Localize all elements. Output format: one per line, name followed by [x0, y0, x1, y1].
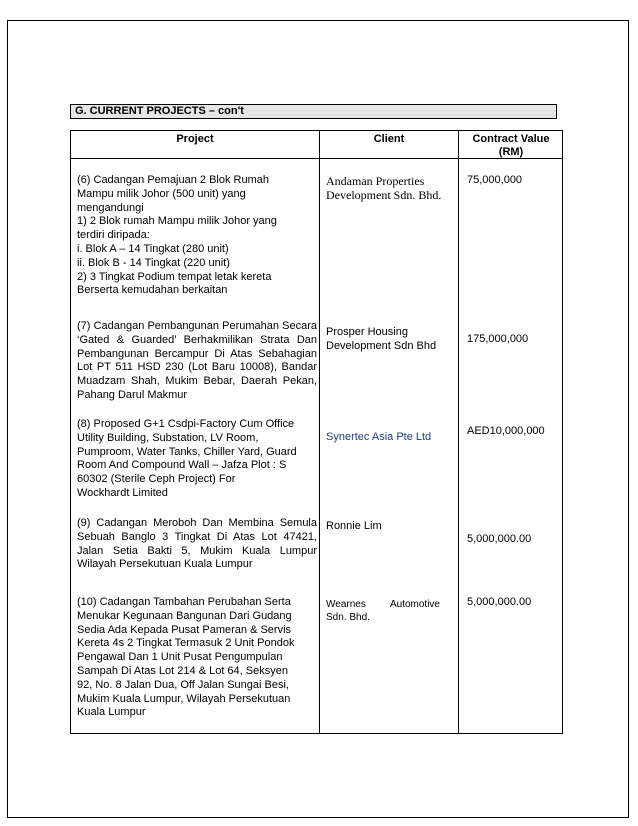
header-value-line: Contract Value — [472, 133, 550, 145]
text-line: Wockhardt Limited — [77, 486, 168, 499]
client-name-line — [326, 598, 440, 611]
table-row-value: AED10,000,000 — [467, 425, 545, 437]
text-line: 92, No. 8 Jalan Dua, Off Jalan Sungai Besi, — [77, 678, 289, 691]
text-line: Mukim Kuala Lumpur, Wilayah Persekutuan — [77, 692, 291, 705]
text-line: Development Sdn Bhd — [326, 339, 437, 352]
table-row-client — [326, 326, 446, 354]
projects-table — [70, 130, 563, 734]
table-row-project — [77, 418, 317, 501]
table-row-project: (7) Cadangan Pembangunan Perumahan Secara ‘Gated & Guarded’ Berhakmilikan Strata Dan Pembangunan Bercampur Di Atas Sebahagian Lot PT 511 HSD 230 (Lot Baru 10008), Bandar Muadzam Shah, Mukim Bebar, Daerah Pekan, Pahang Darul Makmur — [77, 320, 317, 401]
table-row-project — [77, 596, 317, 720]
text-line: 60302 (Sterile Ceph Project) For — [77, 473, 236, 486]
table-row-value: 175,000,000 — [467, 333, 529, 345]
text-line: (10) Cadangan Tambahan Perubahan Serta — [77, 596, 291, 608]
header-client: Client — [373, 133, 405, 145]
text-line: Pumproom, Water Tanks, Chiller Yard, Guard — [77, 445, 297, 458]
text-line: Kereta 4s 2 Tingkat Termasuk 2 Unit Pondok — [77, 637, 295, 650]
header-contract-value — [459, 133, 563, 159]
text-line: (8) Proposed G+1 Csdpi-Factory Cum Office — [77, 418, 295, 430]
text-line: Menukar Kegunaan Bangunan Dari Gudang — [77, 609, 292, 622]
text-line: Kuala Lumpur — [77, 706, 146, 719]
text-line: Pengawal Dan 1 Unit Pusat Pengumpulan — [77, 651, 283, 664]
text-line: Prosper Housing — [326, 326, 408, 338]
table-row-value: 5,000,000.00 — [467, 596, 532, 608]
text-line: Sdn. Bhd. — [326, 612, 370, 623]
table-row-project: (9) Cadangan Meroboh Dan Membina Semula Sebuah Banglo 3 Tingkat Di Atas Lot 47421, Jalan Setia Bakti 5, Mukim Kuala Lumpur Wilayah Persekutuan Kuala Lumpur — [77, 517, 317, 571]
table-row-client — [326, 598, 440, 624]
table-row-client: Synertec Asia Pte Ltd — [326, 431, 432, 443]
column-divider — [458, 131, 459, 733]
header-project: Project — [176, 133, 214, 145]
text-line: ii. Blok B - 14 Tingkat (220 unit) — [77, 256, 230, 269]
text-line: (6) Cadangan Pemajuan 2 Blok Rumah — [77, 174, 270, 186]
text-line: Development Sdn. Bhd. — [326, 188, 442, 202]
text-line: Berserta kemudahan berkaitan — [77, 284, 228, 297]
column-divider — [319, 131, 320, 733]
text-word: Automotive — [389, 599, 440, 610]
table-row-project — [77, 174, 317, 298]
text-line: mengandungi — [77, 201, 144, 214]
text-line: 2) 3 Tingkat Podium tempat letak kereta — [77, 270, 272, 283]
table-row-client: Ronnie Lim — [326, 520, 382, 532]
table-row-client — [326, 174, 446, 202]
text-line: terdiri diripada: — [77, 229, 150, 242]
text-line: 1) 2 Blok rumah Mampu milik Johor yang — [77, 215, 277, 228]
text-line: Sedia Ada Kepada Pusat Pameran & Servis — [77, 623, 292, 636]
table-row-value: 5,000,000.00 — [467, 533, 532, 545]
text-word: Wearnes — [326, 599, 366, 610]
section-title: G. CURRENT PROJECTS – con't — [70, 104, 557, 119]
text-line: Andaman Properties — [326, 174, 425, 188]
text-line: Room And Compound Wall – Jafza Plot : S — [77, 459, 287, 472]
text-line: Utility Building, Substation, LV Room, — [77, 431, 259, 444]
header-value-unit: (RM) — [498, 146, 524, 158]
text-line: Mampu milik Johor (500 unit) yang — [77, 187, 246, 200]
text-line: Sampah Di Atas Lot 214 & Lot 64, Seksyen — [77, 664, 288, 677]
table-row-value: 75,000,000 — [467, 174, 523, 186]
text-line: i. Blok A – 14 Tingkat (280 unit) — [77, 242, 229, 255]
